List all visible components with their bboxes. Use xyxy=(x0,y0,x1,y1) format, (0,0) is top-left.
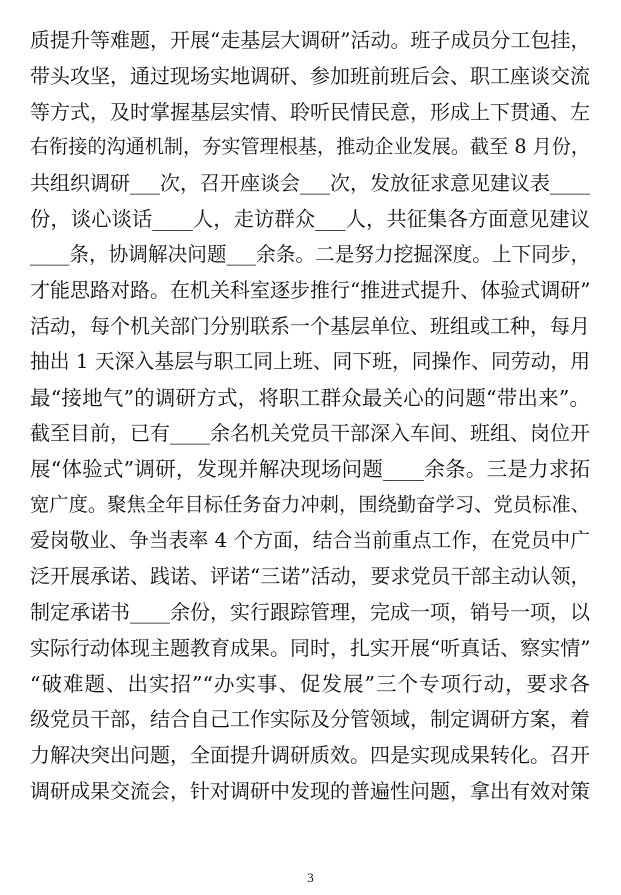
text-line: 截至目前，已有____余名机关党员干部深入车间、班组、岗位开 xyxy=(30,421,590,445)
text-line: 泛开展承诺、践诺、评诺“三诺”活动，要求党员干部主动认领， xyxy=(30,564,591,588)
text-line: 等方式，及时掌握基层实情、聆听民情民意，形成上下贯通、左 xyxy=(30,100,590,124)
text-line: 调研成果交流会，针对调研中发现的普遍性问题，拿出有效对策 xyxy=(30,779,590,803)
text-line: ____条，协调解决问题___余条。二是努力挖掘深度。上下同步， xyxy=(30,243,591,266)
text-line: 才能思路对路。在机关科室逐步推行“推进式提升、体验式调研” xyxy=(30,278,591,302)
text-line: 实际行动体现主题教育成果。同时，扎实开展“听真话、察实情” xyxy=(30,636,591,660)
text-line: 力解决突出问题，全面提升调研质效。四是实现成果转化。召开 xyxy=(30,743,590,767)
page-number: 3 xyxy=(307,870,314,885)
text-line: 宽广度。聚焦全年目标任务奋力冲刺，围绕勤奋学习、党员标准、 xyxy=(30,493,590,516)
text-line: 爱岗敬业、争当表率 4 个方面，结合当前重点工作，在党员中广 xyxy=(30,529,590,552)
text-line: “破难题、出实招”“办实事、促发展”三个专项行动，要求各 xyxy=(30,672,590,696)
text-line: 份，谈心谈话____人，走访群众___人，共征集各方面意见建议 xyxy=(30,207,590,231)
text-line: 共组织调研___次，召开座谈会___次，发放征求意见建议表____ xyxy=(30,171,590,195)
text-line: 最“接地气”的调研方式，将职工群众最关心的问题“带出来”。 xyxy=(30,386,590,410)
text-line: 制定承诺书____余份，实行跟踪管理，完成一项，销号一项，以 xyxy=(30,600,590,624)
text-line: 活动，每个机关部门分别联系一个基层单位、班组或工种，每月 xyxy=(30,314,590,338)
text-line: 质提升等难题，开展“走基层大调研”活动。班子成员分工包挂， xyxy=(30,28,591,52)
text-line: 级党员干部，结合自己工作实际及分管领域，制定调研方案，着 xyxy=(30,707,590,731)
text-line: 展“体验式”调研，发现并解决现场问题____余条。三是力求拓 xyxy=(30,457,590,481)
text-line: 带头攻坚，通过现场实地调研、参加班前班后会、职工座谈交流 xyxy=(30,64,590,88)
text-line: 右衔接的沟通机制，夯实管理根基，推动企业发展。截至 8 月份， xyxy=(30,135,590,158)
text-line: 抽出 1 天深入基层与职工同上班、同下班，同操作、同劳动，用 xyxy=(30,350,590,373)
